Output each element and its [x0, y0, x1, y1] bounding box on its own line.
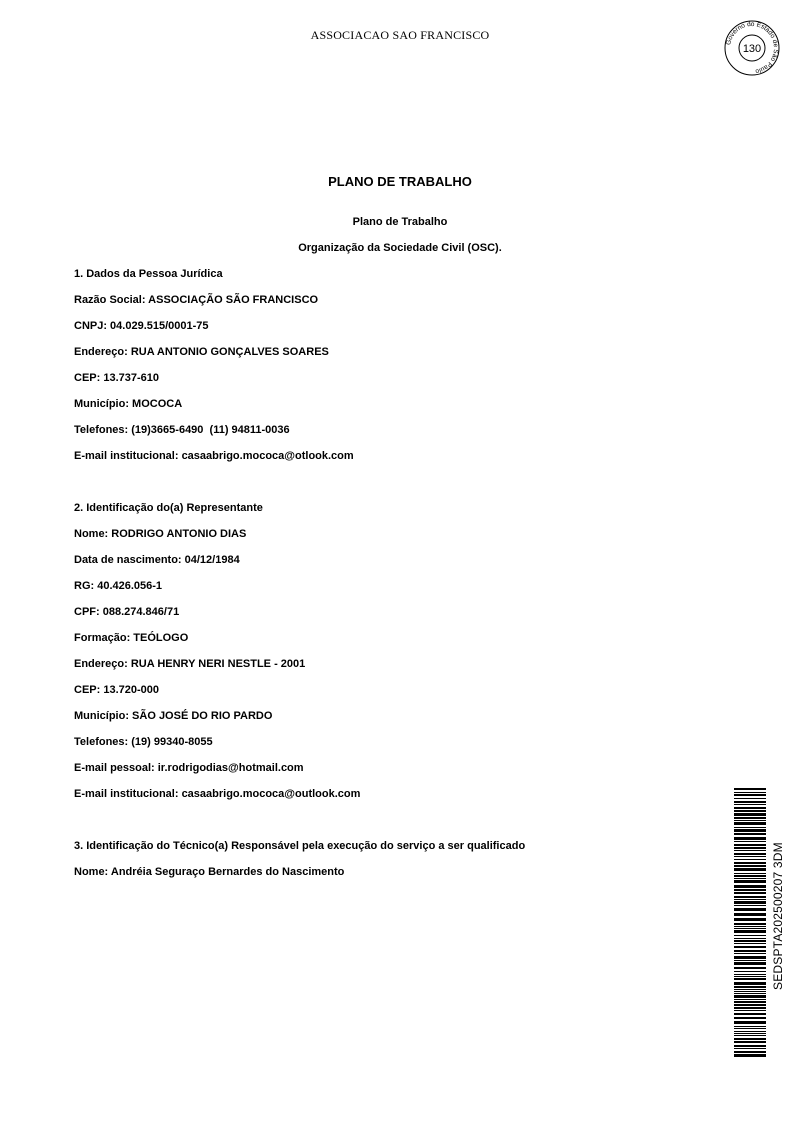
barcode-bar — [734, 862, 766, 864]
document-subtitle-1: Plano de Trabalho — [352, 216, 448, 228]
barcode-bar — [734, 928, 766, 929]
representante-nascimento-line: Data de nascimento: 04/12/1984 — [74, 554, 240, 566]
section-1-heading: 1. Dados da Pessoa Jurídica — [74, 268, 223, 280]
representante-email-institucional-line: E-mail institucional: casaabrigo.mococa@outlook.com — [74, 788, 361, 800]
barcode-bar — [734, 1007, 766, 1009]
representante-cep-line: CEP: 13.720-000 — [74, 684, 159, 696]
barcode-bar — [734, 810, 766, 812]
barcode-bar — [734, 841, 766, 842]
barcode-bar — [734, 1051, 766, 1053]
barcode-bar — [734, 833, 766, 835]
barcode-bar — [734, 1001, 766, 1003]
barcode-bar — [734, 1033, 766, 1034]
barcode-bar — [734, 1045, 766, 1047]
barcode-bar — [734, 875, 766, 877]
barcode-bar — [734, 950, 766, 952]
document-subtitle-2: Organização da Sociedade Civil (OSC). — [298, 242, 502, 254]
barcode-bar — [734, 892, 766, 894]
barcode-bar — [734, 901, 766, 904]
page-header-org-name: ASSOCIACAO SAO FRANCISCO — [310, 28, 490, 42]
barcode-bar — [734, 899, 766, 900]
cep-line: CEP: 13.737-610 — [74, 372, 159, 384]
barcode-bar — [734, 986, 766, 988]
barcode-bar — [734, 837, 766, 840]
document-title: PLANO DE TRABALHO — [328, 174, 472, 189]
barcode-bar — [734, 873, 766, 874]
barcode-bar — [734, 1031, 766, 1032]
barcode-bar — [734, 1048, 766, 1049]
stamp-page-number: 130 — [742, 43, 762, 55]
email-institucional-line: E-mail institucional: casaabrigo.mococa@otlook.com — [74, 450, 354, 462]
barcode-bar — [734, 953, 766, 954]
barcode-bar — [734, 1017, 766, 1019]
barcode-bar — [734, 844, 766, 846]
representante-telefones-line: Telefones: (19) 99340-8055 — [74, 736, 213, 748]
barcode-bar — [734, 878, 766, 879]
barcode-label: SEDSPTA202500207 3DM — [771, 842, 785, 990]
representante-rg-line: RG: 40.426.056-1 — [74, 580, 163, 592]
barcode-bar — [734, 1041, 766, 1043]
barcode-bar — [734, 1004, 766, 1006]
barcode-bar — [734, 935, 766, 936]
barcode-bar — [734, 940, 766, 942]
barcode-bar — [734, 859, 766, 860]
barcode-bar — [734, 930, 766, 933]
barcode-bar — [734, 868, 766, 871]
barcode-bar — [734, 794, 766, 796]
barcode-bar — [734, 788, 766, 790]
barcode-bar — [734, 956, 766, 959]
barcode-bar — [734, 813, 766, 816]
barcode-bar — [734, 822, 766, 825]
barcode-bar — [734, 989, 766, 990]
representante-municipio-line: Município: SÃO JOSÉ DO RIO PARDO — [74, 710, 273, 722]
barcode-bar — [734, 918, 766, 921]
telefones-line: Telefones: (19)3665-6490 (11) 94811-0036 — [74, 424, 290, 436]
barcode-bar — [734, 889, 766, 891]
razao-social-line: Razão Social: ASSOCIAÇÃO SÃO FRANCISCO — [74, 294, 319, 306]
barcode-bar — [734, 1038, 766, 1040]
barcode-bar — [734, 960, 766, 961]
barcode-bar — [734, 801, 766, 803]
representante-endereco-line: Endereço: RUA HENRY NERI NESTLE - 2001 — [74, 658, 306, 670]
barcode-bar — [734, 999, 766, 1000]
endereco-line: Endereço: RUA ANTONIO GONÇALVES SOARES — [74, 346, 329, 358]
representante-nome-line: Nome: RODRIGO ANTONIO DIAS — [74, 528, 247, 540]
representante-cpf-line: CPF: 088.274.846/71 — [74, 606, 180, 618]
barcode-bar — [734, 978, 766, 980]
barcode-bar — [734, 792, 766, 793]
page-number-stamp — [724, 20, 780, 76]
barcode-bar — [734, 880, 766, 883]
barcode-bar — [734, 938, 766, 939]
barcode-bar — [734, 829, 766, 832]
barcode-bar — [734, 991, 766, 992]
barcode-bar — [734, 817, 766, 819]
representante-email-pessoal-line: E-mail pessoal: ir.rodrigodias@hotmail.com — [74, 762, 304, 774]
barcode-bar — [734, 1010, 766, 1011]
barcode-bar — [734, 850, 766, 851]
barcode-bar — [734, 974, 766, 975]
barcode-bar — [734, 1035, 766, 1036]
barcode-bar — [734, 1028, 766, 1029]
barcode-bar — [734, 865, 766, 867]
barcode-bar — [734, 827, 766, 828]
representante-formacao-line: Formação: TEÓLOGO — [74, 632, 189, 644]
municipio-line: Município: MOCOCA — [74, 398, 183, 410]
barcode-graphic — [734, 788, 766, 1058]
barcode-bar — [734, 995, 766, 998]
barcode-bar — [734, 943, 766, 944]
barcode-bar — [734, 908, 766, 911]
section-2-heading: 2. Identificação do(a) Representante — [74, 502, 263, 514]
stamp-ring-text: Governo do Estado de São Paulo — [725, 20, 780, 75]
barcode-bar — [734, 905, 766, 906]
barcode-bar — [734, 962, 766, 965]
barcode-bar — [734, 885, 766, 888]
barcode-bar — [734, 993, 766, 994]
barcode-bar — [734, 853, 766, 855]
barcode-bar — [734, 1013, 766, 1015]
barcode-bar — [734, 804, 766, 805]
barcode-bar — [734, 923, 766, 925]
cnpj-line: CNPJ: 04.029.515/0001-75 — [74, 320, 209, 332]
barcode-bar — [734, 946, 766, 948]
barcode-bar — [734, 856, 766, 857]
barcode-bar — [734, 967, 766, 969]
barcode-bar — [734, 798, 766, 799]
barcode-bar — [734, 982, 766, 985]
barcode-bar — [734, 976, 766, 977]
barcode-bar — [734, 1054, 766, 1057]
barcode-bar — [734, 913, 766, 916]
barcode-bar — [734, 1021, 766, 1024]
barcode-bar — [734, 847, 766, 849]
barcode-bar — [734, 807, 766, 809]
barcode-bar — [734, 971, 766, 972]
barcode-bar — [734, 820, 766, 821]
tecnico-nome-line: Nome: Andréia Seguraço Bernardes do Nascimento — [74, 866, 345, 878]
barcode-bar — [734, 926, 766, 927]
barcode-bar — [734, 896, 766, 898]
section-3-heading: 3. Identificação do Técnico(a) Responsável pela execução do serviço a ser qualificado — [74, 840, 526, 852]
barcode-bar — [734, 1026, 766, 1027]
